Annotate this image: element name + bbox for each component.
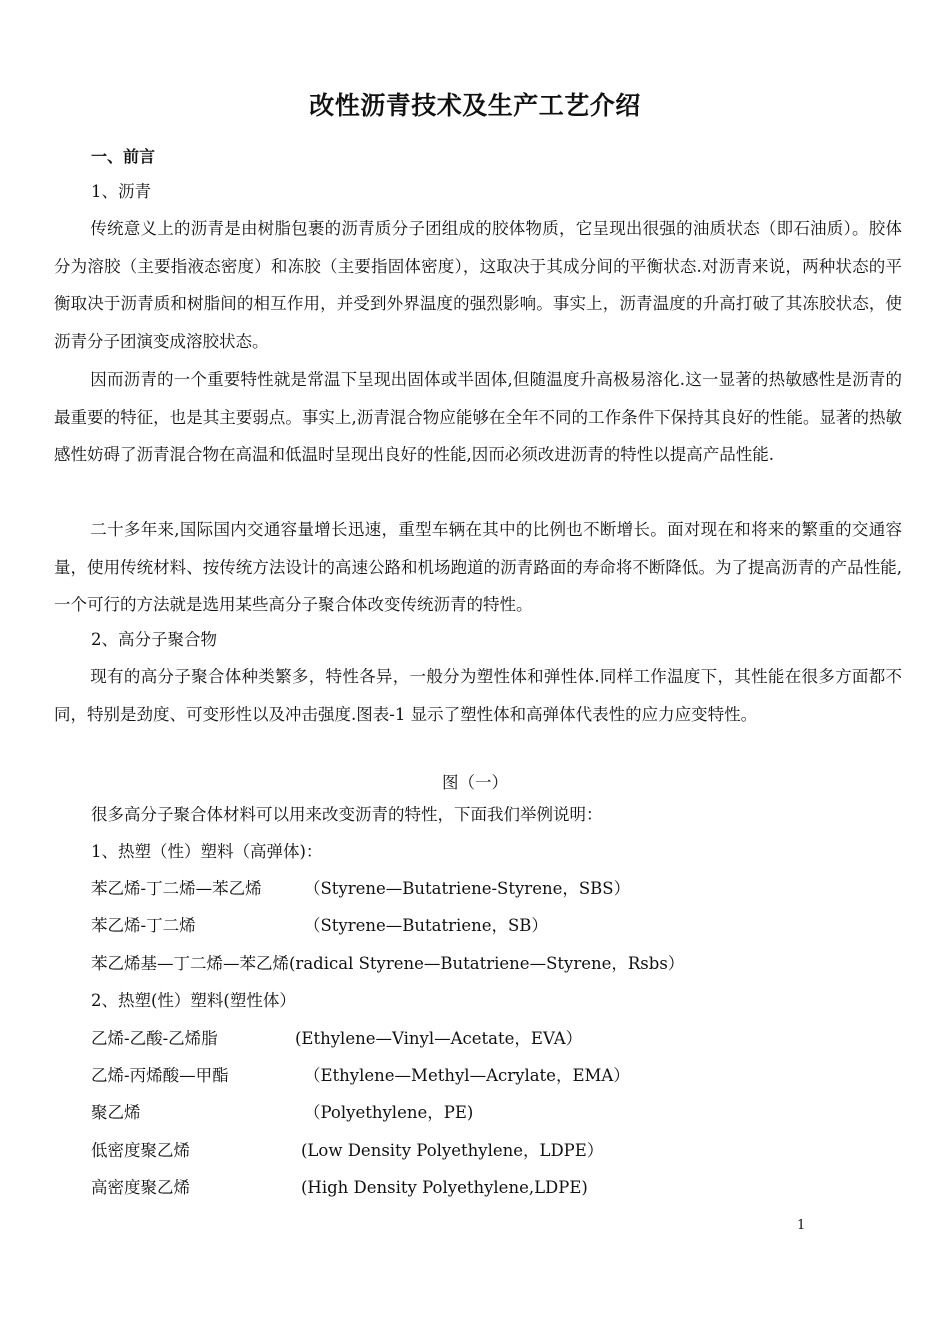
material-name-cn: 苯乙烯-丁二烯—苯乙烯 (91, 879, 262, 898)
list-item (91, 878, 631, 900)
material-name-en: (radical Styrene—Butatriene—Styrene，Rsbs） (289, 954, 685, 973)
subsection-heading: 1、沥青 (91, 182, 151, 201)
paragraph: 传统意义上的沥青是由树脂包裹的沥青质分子团组成的胶体物质，它呈现出很强的油质状态（即石油质）。胶体分为溶胶（主要指液态密度）和冻胶（主要指固体密度），这取决于其成分间的平衡状态.对沥青来说，两种状态的平衡取决于沥青质和树脂间的相互作用，并受到外界温度的强烈影响。事实上，沥青温度的升高打破了其冻胶状态，使沥青分子团演变成溶胶状态。 (54, 219, 902, 352)
section-heading: 一、前言 (91, 147, 156, 166)
material-name-cn: 苯乙烯-丁二烯 (91, 916, 196, 935)
list-item (91, 1065, 630, 1087)
page-number: 1 (797, 1218, 806, 1233)
material-name-en: (Ethylene—Vinyl—Acetate，EVA） (295, 1029, 583, 1048)
material-name-cn: 乙烯-乙酸-乙烯脂 (91, 1029, 218, 1048)
figure-caption: 图（一） (442, 773, 508, 792)
paragraph: 现有的高分子聚合体种类繁多，特性各异，一般分为塑性体和弹性体.同样工作温度下，其性能在很多方面都不同，特别是劲度、可变形性以及冲击强度.图表-1 显示了塑性体和高弹体代表性的应力应变特性。 (54, 667, 902, 724)
subsection-heading: 2、高分子聚合物 (91, 630, 217, 649)
list-item (91, 953, 684, 975)
material-name-cn: 低密度聚乙烯 (91, 1141, 190, 1160)
list-item (91, 1102, 474, 1124)
list-item (91, 1028, 583, 1050)
paragraph: 因而沥青的一个重要特性就是常温下呈现出固体或半固体,但随温度升高极易溶化.这一显著的热敏感性是沥青的最重要的特征，也是其主要弱点。事实上,沥青混合物应能够在全年不同的工作条件下保持其良好的性能。显著的热敏感性妨碍了沥青混合物在高温和低温时呈现出良好的性能,因而必须改进沥青的特性以提高产品性能. (54, 370, 902, 465)
list-item (91, 915, 548, 937)
list-item (91, 1177, 588, 1199)
material-name-en: （Ethylene—Methyl—Acrylate，EMA） (304, 1066, 630, 1085)
material-name-en: （Styrene—Butatriene-Styrene，SBS） (304, 879, 631, 898)
material-name-cn: 乙烯-丙烯酸—甲酯 (91, 1066, 229, 1085)
material-name-cn: 高密度聚乙烯 (91, 1178, 190, 1197)
material-name-en: （Styrene—Butatriene，SB） (304, 916, 548, 935)
paragraph: 二十多年来,国际国内交通容量增长迅速，重型车辆在其中的比例也不断增长。面对现在和将来的繁重的交通容量，使用传统材料、按传统方法设计的高速公路和机场跑道的沥青路面的寿命将不断降低。为了提高沥青的产品性能,一个可行的方法就是选用某些高分子聚合体改变传统沥青的特性。 (54, 520, 902, 615)
list-heading: 1、热塑（性）塑料（高弹体)： (91, 842, 323, 861)
material-name-cn: 苯乙烯基—丁二烯—苯乙烯 (91, 954, 289, 973)
material-name-cn: 聚乙烯 (91, 1103, 141, 1122)
material-name-en: (High Density Polyethylene,LDPE) (301, 1178, 588, 1197)
paragraph: 很多高分子聚合体材料可以用来改变沥青的特性，下面我们举例说明： (91, 805, 603, 824)
document-title: 改性沥青技术及生产工艺介绍 (309, 91, 641, 120)
material-name-en: （Polyethylene，PE) (304, 1103, 474, 1122)
material-name-en: (Low Density Polyethylene，LDPE） (301, 1141, 604, 1160)
list-heading: 2、热塑(性）塑料(塑性体） (91, 991, 296, 1010)
list-item (91, 1140, 604, 1162)
